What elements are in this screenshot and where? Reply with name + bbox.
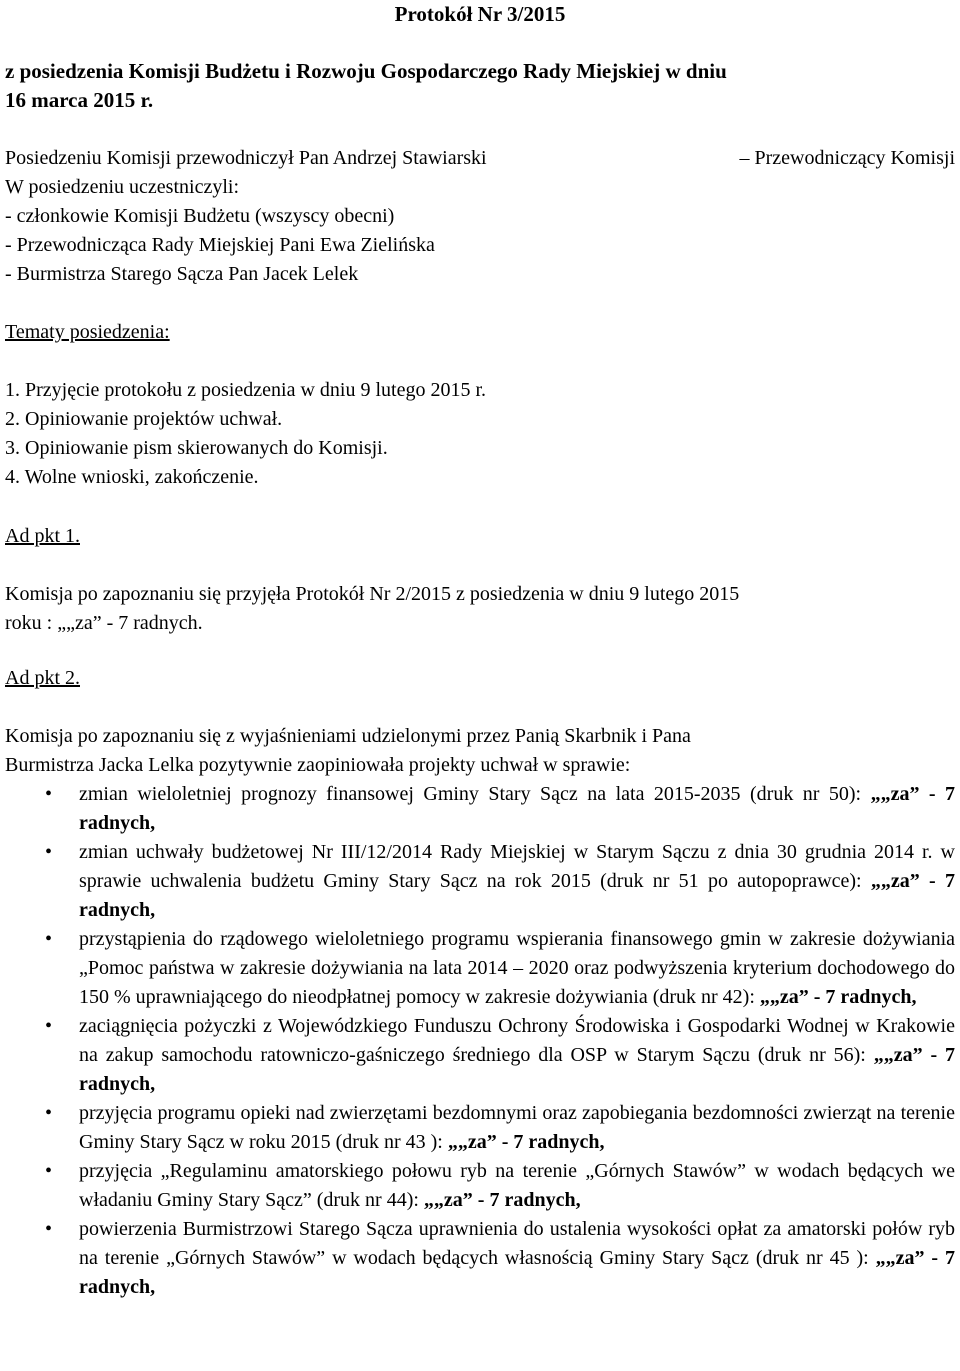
topic-item: 3. Opiniowanie pism skierowanych do Komisji. [5, 437, 388, 459]
topics-heading: Tematy posiedzenia: [5, 321, 170, 343]
meeting-header-line-2: 16 marca 2015 r. [5, 88, 154, 112]
list-item [5, 1157, 955, 1215]
meeting-header-line-1: z posiedzenia Komisji Budżetu i Rozwoju Gospodarczego Rady Miejskiej w dniu [5, 59, 727, 83]
bullet-icon: • [45, 928, 53, 950]
resolution-vote: „„za” - 7 radnych, [79, 870, 955, 921]
participant-item: - członkowie Komisji Budżetu (wszyscy obecni) [5, 205, 395, 227]
resolution-text: powierzenia Burmistrzowi Starego Sącza uprawnienia do ustalenia wysokości opłat za amatorski połów ryb na terenie „Górnych Stawów” w wodach będących własnością Gminy Stary Sącz (druk nr 45 ): [79, 1218, 955, 1269]
participants-label: W posiedzeniu uczestniczyli: [5, 176, 239, 198]
resolutions-list [5, 780, 955, 1302]
bullet-icon: • [45, 1218, 53, 1240]
bullet-icon: • [45, 1102, 53, 1124]
topic-item: 1. Przyjęcie protokołu z posiedzenia w dniu 9 lutego 2015 r. [5, 379, 487, 401]
resolution-text: przyjęcia „Regulaminu amatorskiego połowu ryb na terenie „Górnych Stawów” w wodach będących we władaniu Gminy Stary Sącz” (druk nr 44): [79, 1160, 955, 1211]
resolution-text: przystąpienia do rządowego wieloletniego programu wspierania finansowego gmin w zakresie dożywiania „Pomoc państwa w zakresie dożywiania na lata 2014 – 2020 oraz podwyższenia kryterium dochodowego do 150 % uprawniającego do nieodpłatnej pomocy w zakresie dożywiania (druk nr 42): [79, 928, 955, 1008]
pkt1-line-2: roku : „„za” - 7 radnych. [5, 612, 203, 634]
resolution-vote: „„za” - 7 radnych, [79, 783, 955, 834]
resolution-text: zmian wieloletniej prognozy finansowej Gminy Stary Sącz na lata 2015-2035 (druk nr 50): [79, 783, 862, 805]
page-title: Protokół Nr 3/2015 [394, 2, 566, 26]
list-item [5, 780, 955, 838]
list-item [5, 925, 955, 1012]
chair-role: – Przewodniczący Komisji [739, 147, 955, 169]
pkt2-intro-line-1: Komisja po zapoznaniu się z wyjaśnieniami udzielonymi przez Panią Skarbnik i Pana [5, 725, 691, 747]
resolution-text: zaciągnięcia pożyczki z Wojewódzkiego Funduszu Ochrony Środowiska i Gospodarki Wodnej w Krakowie na zakup samochodu ratowniczo-gaśniczego średniego dla OSP w Starym Sączu (druk nr 56): [79, 1015, 955, 1066]
resolution-vote: „„za” - 7 radnych, [759, 986, 917, 1008]
list-item [5, 1012, 955, 1099]
resolution-vote: „„za” - 7 radnych, [79, 1044, 955, 1095]
resolution-text: przyjęcia programu opieki nad zwierzętami bezdomnymi oraz zapobiegania bezdomności zwierząt na terenie Gminy Stary Sącz w roku 2015 (druk nr 43 ): [79, 1102, 955, 1153]
attendance-section [5, 144, 955, 289]
bullet-icon: • [45, 783, 53, 805]
participant-item: - Burmistrza Starego Sącza Pan Jacek Lelek [5, 263, 359, 285]
pkt2-intro-line-2: Burmistrza Jacka Lelka pozytywnie zaopiniowała projekty uchwał w sprawie: [5, 754, 631, 776]
bullet-icon: • [45, 841, 53, 863]
resolution-vote: „„za” - 7 radnych, [423, 1189, 581, 1211]
resolution-text: zmian uchwały budżetowej Nr III/12/2014 Rady Miejskiej w Starym Sączu z dnia 30 grudnia 2014 r. w sprawie uchwalenia budżetu Gminy Stary Sącz na rok 2015 (druk nr 51 po autopoprawce): [79, 841, 955, 892]
topic-item: 2. Opiniowanie projektów uchwał. [5, 408, 283, 430]
list-item [5, 1215, 955, 1302]
chair-line [5, 144, 955, 173]
pkt2-heading: Ad pkt 2. [5, 667, 80, 689]
pkt2-section [5, 664, 955, 1302]
pkt1-section [5, 522, 955, 638]
bullet-icon: • [45, 1015, 53, 1037]
topic-item: 4. Wolne wnioski, zakończenie. [5, 466, 259, 488]
participant-item: - Przewodnicząca Rady Miejskiej Pani Ewa Zielińska [5, 234, 435, 256]
topics-section [5, 318, 955, 492]
bullet-icon: • [45, 1160, 53, 1182]
meeting-header [5, 57, 955, 115]
resolution-vote: „„za” - 7 radnych, [447, 1131, 605, 1153]
list-item [5, 838, 955, 925]
list-item [5, 1099, 955, 1157]
pkt1-line-1: Komisja po zapoznaniu się przyjęła Protokół Nr 2/2015 z posiedzenia w dniu 9 lutego 2015 [5, 583, 740, 605]
resolution-vote: „„za” - 7 radnych, [79, 1247, 956, 1298]
chair-name: Posiedzeniu Komisji przewodniczył Pan Andrzej Stawiarski [5, 147, 487, 169]
pkt1-heading: Ad pkt 1. [5, 525, 80, 547]
